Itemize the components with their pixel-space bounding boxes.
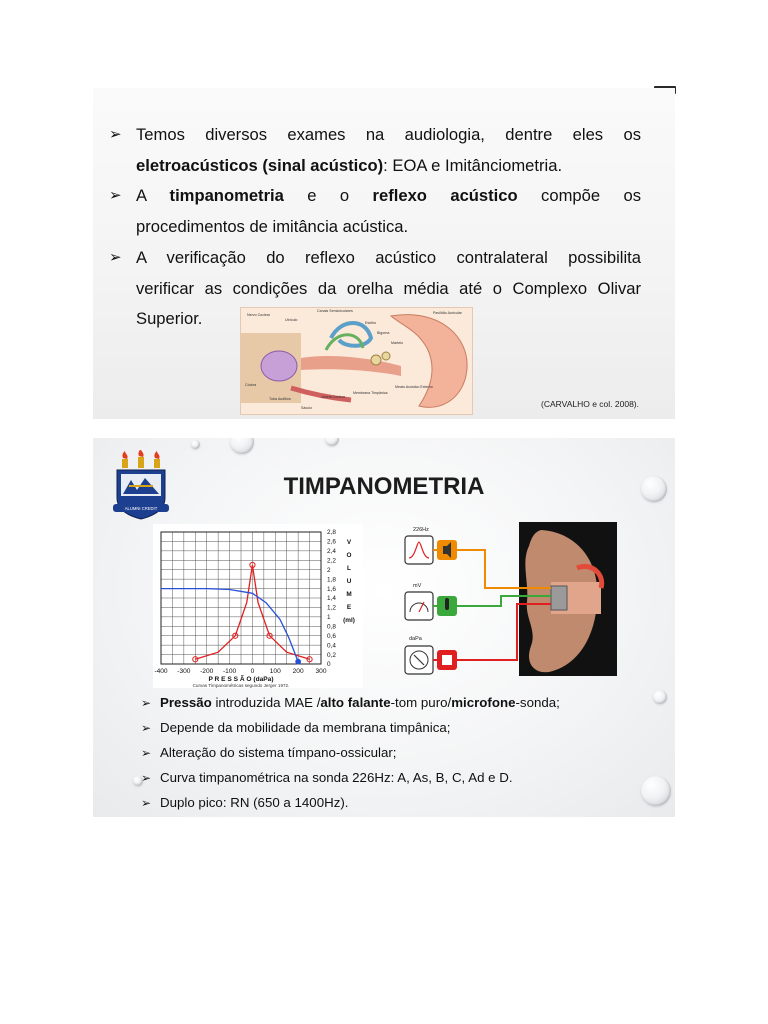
y-axis-label-letter: L [347,565,351,572]
diagram-label-top: 226Hz [413,527,429,533]
y-tick-label: 1,6 [327,585,336,593]
bullet-arrow: ➢ [141,746,152,760]
ear-label: Pavilhão Auricular [433,311,462,315]
x-tick-label: 200 [292,668,304,675]
slide2-bullet-4 [141,770,513,785]
bullet-arrow: ➢ [141,696,152,710]
ear-label: Cóclea [245,383,257,387]
y-axis-label-letter: (ml) [343,617,355,624]
bold-run: alto falante [320,695,391,710]
x-tick-label: 0 [250,668,255,675]
water-drop [230,438,254,454]
bullet-text: Duplo pico: RN (650 a 1400Hz). [160,795,349,810]
bold-run: microfone [451,695,516,710]
bullet-1-line-2: eletroacústicos (sinal acústico): EOA e Imitânciometria. [136,155,563,175]
bullet-1-line-1: Temos diversos exames na audiologia, dentre eles os [136,125,641,144]
y-tick-label: 0,8 [327,623,336,631]
y-tick-label: 1,4 [327,595,336,603]
y-axis-label-letter: U [346,578,352,585]
bold-run: timpanometria [169,186,284,205]
y-tick-label: 0 [327,661,331,669]
bullet-arrow: ➢ [141,721,152,735]
bullet-2-line-1: A timpanometria e o reflexo acústico compõe os [136,186,642,205]
slide2-bullet-3 [141,745,397,760]
ear-label: Bigorna [377,331,390,335]
ear-label: Membrana Timpânica [353,391,388,395]
bullet-text: Depende da mobilidade da membrana timpânica; [160,720,451,735]
y-tick-label: 1 [327,614,331,622]
y-tick-label: 2 [327,566,331,574]
bullet-text: Curva timpanométrica na sonda 226Hz: A, As, B, C, Ad e D. [160,770,513,785]
y-tick-label: 0,4 [327,642,336,650]
bullet-arrow: ➢ [109,126,122,143]
bullet-arrow: ➢ [109,187,122,204]
y-tick-label: 1,8 [327,576,336,584]
data-point [296,659,301,664]
ear-label: Utrículo [285,318,298,322]
y-axis-label-letter: M [346,591,352,598]
ear-label: Canais Semicirculares [317,309,353,313]
x-tick-label: -400 [154,668,168,675]
water-drop [191,440,200,449]
y-axis-label-letter: V [346,539,352,546]
y-axis-label-letter: E [346,604,352,611]
slide2-bullet-5 [141,795,348,810]
bullet-arrow: ➢ [109,249,122,266]
ear-label: Martelo [391,341,403,345]
slide2-bullet-2 [141,720,451,735]
ear-label: Nervo Coclear [247,313,270,317]
slide-1 [93,88,675,419]
x-tick-label: -300 [177,668,191,675]
x-tick-label: 300 [315,668,327,675]
diagram-label-mid: mV [413,583,422,589]
bold-run: eletroacústicos (sinal acústico) [136,155,384,175]
chart-caption: Curvas Timpanométricas segundo Jerger 1972. [192,683,290,688]
ear-label: Tuba Auditiva [269,397,291,401]
x-tick-label: -200 [200,668,214,675]
ear-label: Meato Acústico Externo [395,385,433,389]
bold-run: reflexo acústico [372,186,518,205]
bullet-arrow: ➢ [141,796,152,810]
bullet-1 [109,120,641,181]
y-tick-label: 0,6 [327,632,336,640]
x-tick-label: -100 [222,668,237,675]
x-axis-label: P R E S S Ã O (daPa) [208,676,274,683]
bullet-text: Alteração do sistema tímpano-ossicular; [160,745,397,760]
slide-title: TIMPANOMETRIA [283,473,485,500]
bullet-2 [109,181,641,242]
crest-motto: ALUMNI CREDIT [124,506,158,511]
bullet-arrow: ➢ [141,771,152,785]
diagram-label-bottom: daPa [409,636,422,642]
y-tick-label: 1,2 [327,604,336,612]
y-tick-label: 2,2 [327,557,336,565]
y-tick-label: 2,8 [327,529,336,537]
slide2-bullet-1 [141,695,560,710]
water-drop [641,776,671,806]
bullet-3-line-3: Superior. [136,309,203,328]
water-drop [653,690,667,704]
y-axis-label-letter: O [346,552,352,559]
ear-label: Estribo [365,321,377,325]
bullet-2-line-2: procedimentos de imitância acústica. [136,216,409,236]
water-drop [325,438,339,446]
bullet-3-line-2: verificar as condições da orelha média até o Complexo Olivar [136,278,641,298]
bold-run: Pressão [160,695,212,710]
citation: (CARVALHO e col. 2008). [541,399,639,409]
ear-anatomy-illustration [240,307,473,415]
ear-label: Janela Coclear [321,395,345,399]
tympanogram-chart [153,524,363,688]
bullet-3-line-1: A verificação do reflexo acústico contralateral possibilita [136,248,641,267]
y-tick-label: 2,4 [327,548,336,556]
probe-diagram [401,522,617,676]
y-tick-label: 2,6 [327,538,336,546]
y-tick-label: 0,2 [327,651,336,659]
bullet-text: Pressão introduzida MAE /alto falante-tom puro/microfone-sonda; [160,695,560,710]
ear-label: Sáculo [301,406,312,410]
slide-2 [93,438,675,817]
x-tick-label: 100 [269,668,281,675]
